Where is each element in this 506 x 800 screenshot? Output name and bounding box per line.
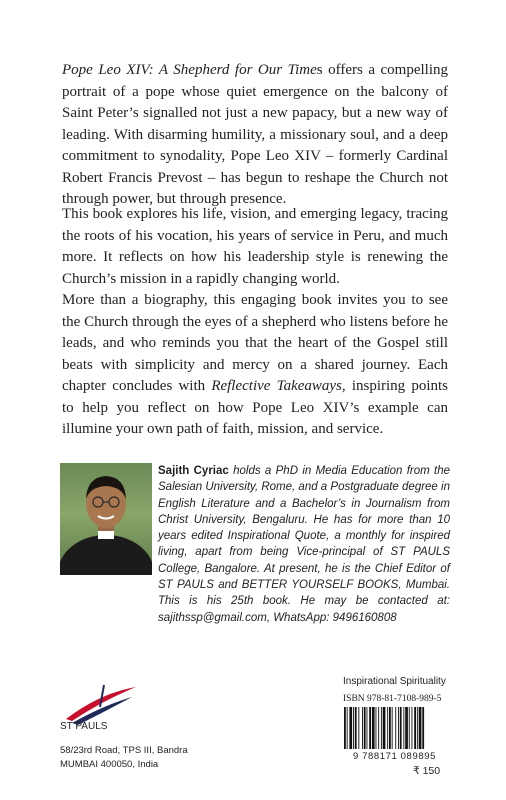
barcode-bar — [353, 707, 354, 749]
barcode-bar — [378, 707, 379, 749]
barcode-bar — [364, 707, 366, 749]
barcode-bar — [372, 707, 375, 749]
barcode-bar — [405, 707, 408, 749]
barcode-bar — [358, 707, 359, 749]
barcode-bar — [347, 707, 348, 749]
barcode-bar — [417, 707, 418, 749]
barcode-bar — [398, 707, 399, 749]
barcode-bar — [349, 707, 352, 749]
barcode-bar — [383, 707, 386, 749]
barcode-bar — [362, 707, 363, 749]
barcode-bar — [419, 707, 422, 749]
author-portrait — [60, 463, 152, 575]
address-line-2: MUMBAI 400050, India — [60, 759, 159, 770]
barcode-bar — [403, 707, 404, 749]
barcode-bar — [367, 707, 368, 749]
author-bio-text: holds a PhD in Media Education from the Salesian University, Rome, and a Postgraduate degree in English Literature and a Bachelor’s in Journalism from Christ University, Bengaluru. He has for more than 10 years edited Inspirational Quote, a monthly for inspired living, apart from being Vice-principal of ST PAULS College, Bangalore. At present, he is the Chief Editor of ST PAULS and BETTER YOURSELF BOOKS, Mumbai. This is his 25th book. He may be contacted at: sajithssp@gmail.com, WhatsApp: 9496160808 — [158, 465, 450, 624]
barcode-bar — [389, 707, 391, 749]
publisher-address — [60, 744, 188, 772]
genre-label: Inspirational Spirituality — [343, 676, 446, 687]
barcode-bar — [355, 707, 357, 749]
blurb-text-3b: , inspiring points to help you reflect on how Pope Leo XIV’s example can illumine your own path of faith, mission, and service. — [62, 378, 448, 437]
price: ₹ 150 — [413, 765, 441, 777]
blurb-paragraph-1 — [62, 60, 448, 211]
author-bio — [158, 463, 450, 626]
barcode-bar — [387, 707, 388, 749]
barcode-bar — [369, 707, 371, 749]
isbn-barcode — [343, 707, 446, 749]
blurb-paragraph-3 — [62, 290, 448, 441]
blurb-text-2: This book explores his life, vision, and emerging legacy, tracing the roots of his vocation, his years of service in Peru, and much more. It reflects on how his leadership style is renewing the Church’s mission in a rapidly changing world. — [62, 206, 448, 287]
barcode-bar — [376, 707, 377, 749]
author-portrait-drawing — [60, 463, 152, 575]
barcode-bar — [395, 707, 396, 749]
reflective-takeaways: Reflective Takeaways — [211, 378, 342, 394]
barcode-bar — [344, 707, 346, 749]
barcode-bar — [414, 707, 416, 749]
blurb-text-1: s offers a compelling portrait of a pope whose quiet emergence on the balcony of Saint Peter’s signalled not just a new papacy, but a new way of leading. With disarming humility, a missionary soul, and a deep commitment to synodality, Pope Leo XIV – formerly Cardinal Robert Francis Prevost – has begun to reshape the Church not through power, but through presence. — [62, 62, 448, 207]
address-line-1: 58/23rd Road, TPS III, Bandra — [60, 745, 188, 756]
barcode-bar — [422, 707, 424, 749]
blurb-text-3a: More than a biography, this engaging book invites you to see the Church through the eyes of a shepherd who listens before he leads, and who reminds you that the heart of the Gospel still beats with simplicity and mercy on a shared journey. Each chapter concludes with — [62, 292, 448, 394]
author-name: Sajith Cyriac — [158, 465, 229, 477]
publisher-name: ST PAULS — [60, 721, 108, 732]
barcode-digits: 9 788171 089895 — [353, 751, 436, 762]
barcode-bar — [392, 707, 393, 749]
blurb-paragraph-2 — [62, 204, 448, 290]
barcode-bar — [400, 707, 402, 749]
barcode-bar — [412, 707, 413, 749]
book-title: Pope Leo XIV: A Shepherd for Our Time — [62, 62, 317, 78]
barcode-bar — [409, 707, 410, 749]
isbn-label: ISBN 978-81-7108-989-5 — [343, 694, 442, 704]
barcode-bar — [381, 707, 382, 749]
